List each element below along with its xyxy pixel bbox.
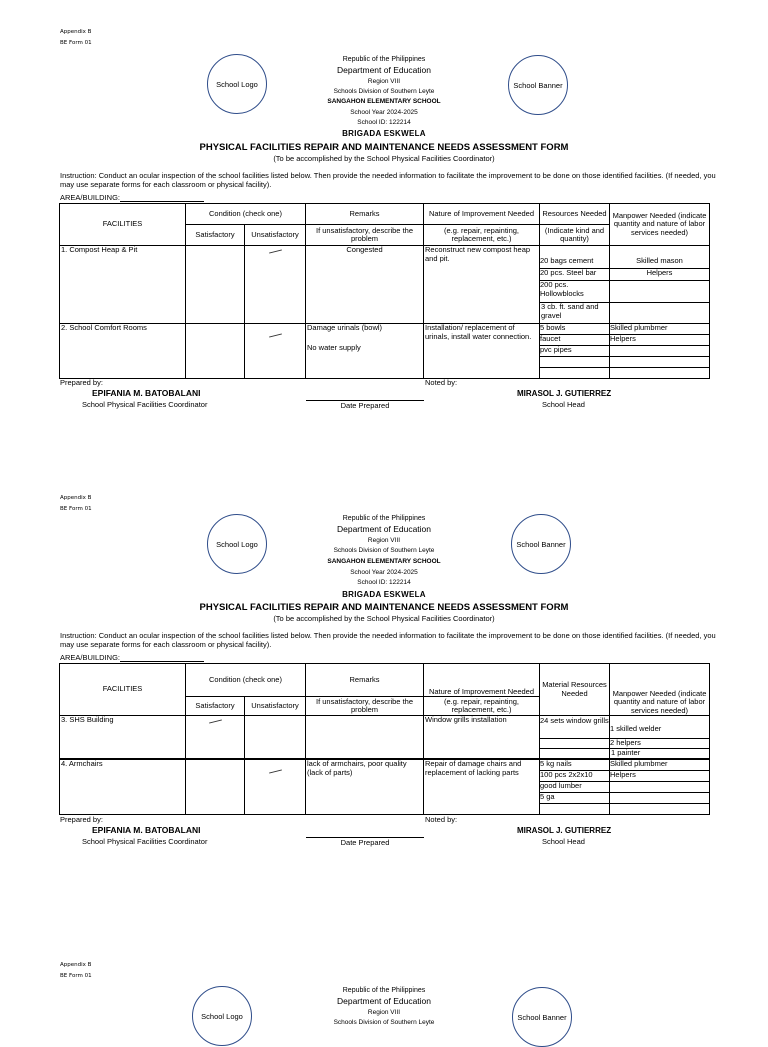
col-satisfactory: Satisfactory [186, 225, 245, 246]
facility-cell: 3. SHS Building [60, 716, 186, 760]
manpower-cell [610, 324, 710, 379]
manpower-item: Skilled plumbmer [610, 323, 668, 332]
resource-item: 20 pcs. Steel bar [540, 268, 597, 277]
check-mark [269, 333, 282, 337]
area-label: AREA/BUILDING: [60, 193, 121, 202]
resource-item: 100 pcs 2x2x10 [540, 770, 593, 779]
col-nature-sub: (e.g. repair, repainting, replacement, etc.) [424, 697, 540, 716]
school-name: SANGAHON ELEMENTARY SCHOOL [327, 558, 441, 565]
nature-cell: Reconstruct new compost heap and pit. [424, 246, 540, 324]
date-prepared: Date Prepared [306, 837, 424, 848]
preparer-title: School Physical Facilities Coordinator [82, 400, 208, 409]
col-unsatisfactory: Unsatisfactory [245, 225, 306, 246]
satisfactory-cell[interactable] [186, 716, 245, 760]
preparer-name: EPIFANIA M. BATOBALANI [92, 825, 201, 835]
area-building-field [60, 193, 204, 202]
noter-title: School Head [542, 400, 585, 409]
remarks-cell [306, 324, 424, 379]
manpower-item: Helpers [610, 770, 636, 779]
noter-title: School Head [542, 837, 585, 846]
manpower-item: Skilled plumbmer [610, 759, 668, 768]
school-year: School Year 2024-2025 [350, 109, 418, 116]
noted-by-label: Noted by: [425, 378, 458, 387]
table-row [60, 246, 710, 324]
col-condition: Condition (check one) [186, 664, 306, 697]
resource-item: 24 sets window grills [540, 716, 609, 725]
table-row [60, 324, 710, 379]
resource-item: 5 ga [540, 792, 555, 801]
school-banner-placeholder: School Banner [511, 514, 571, 574]
resource-item: good lumber [540, 781, 582, 790]
noter-name: MIRASOL J. GUTIERREZ [517, 826, 612, 835]
manpower-item: Helpers [646, 268, 673, 277]
area-building-field [60, 653, 204, 662]
form-subtitle: (To be accomplished by the School Physical Facilities Coordinator) [273, 614, 495, 623]
col-remarks-sub: If unsatisfactory, describe the problem [306, 225, 424, 246]
preparer-name: EPIFANIA M. BATOBALANI [92, 388, 201, 398]
area-label: AREA/BUILDING: [60, 653, 121, 662]
manpower-item: 1 skilled welder [610, 724, 662, 733]
remarks-cell [306, 716, 424, 760]
school-banner-placeholder: School Banner [508, 55, 568, 115]
division-line: Schools Division of Southern Leyte [333, 547, 435, 554]
col-nature-sub: (e.g. repair, repainting, replacement, etc.) [424, 225, 540, 246]
col-facilities: FACILITIES [60, 204, 186, 246]
col-unsatisfactory: Unsatisfactory [245, 697, 306, 716]
table-row [60, 716, 710, 760]
resources-cell [540, 716, 610, 760]
unsatisfactory-cell[interactable] [245, 324, 306, 379]
facilities-table [59, 203, 710, 379]
check-mark [269, 249, 282, 253]
col-remarks: Remarks [306, 664, 424, 697]
nature-cell: Repair of damage chairs and replacement of lacking parts [424, 759, 540, 815]
satisfactory-cell[interactable] [186, 759, 245, 815]
department-line: Department of Education [336, 65, 432, 75]
manpower-cell [610, 246, 710, 324]
resource-item: pvc pipes [540, 345, 572, 354]
noted-by-label: Noted by: [425, 815, 458, 824]
remarks-line: No water supply [307, 342, 361, 352]
instruction-text: Instruction: Conduct an ocular inspection of the school facilities listed below. Then provide the needed information to facilitate the improvement to be done on those identified facilities. (If needed, you may use separate forms for each classroom or physical facility). [60, 631, 716, 649]
resource-item: 200 pcs. Hollowblocks [540, 280, 584, 298]
nature-cell: Installation/ replacement of urinals, install water connection. [424, 324, 540, 379]
facilities-table [59, 663, 710, 815]
noter-name: MIRASOL J. GUTIERREZ [517, 389, 612, 398]
department-line: Department of Education [336, 524, 432, 534]
prepared-by-label: Prepared by: [60, 815, 103, 824]
col-resources-sub: (Indicate kind and quantity) [540, 225, 610, 246]
appendix-label: Appendix B [60, 495, 92, 501]
division-line: Schools Division of Southern Leyte [333, 1019, 435, 1026]
school-logo-placeholder: School Logo [207, 514, 267, 574]
facility-cell: 4. Armchairs [60, 759, 186, 815]
resource-item: 5 kg nails [540, 759, 572, 768]
col-nature: Nature of Improvement Needed [424, 204, 540, 225]
remarks-cell: Congested [306, 246, 424, 324]
resources-cell [540, 246, 610, 324]
date-prepared: Date Prepared [306, 400, 424, 411]
form-subtitle: (To be accomplished by the School Physical Facilities Coordinator) [273, 154, 495, 163]
col-remarks: Remarks [306, 204, 424, 225]
resource-item: 20 bags cement [540, 256, 594, 265]
facility-cell: 2. School Comfort Rooms [60, 324, 186, 379]
manpower-item: 1 painter [611, 748, 641, 757]
division-line: Schools Division of Southern Leyte [333, 88, 435, 95]
appendix-label: Appendix B [60, 962, 92, 968]
school-year: School Year 2024-2025 [350, 569, 418, 576]
school-logo-placeholder: School Logo [192, 986, 252, 1046]
manpower-cell [610, 716, 710, 760]
republic-line: Republic of the Philippines [342, 515, 426, 522]
satisfactory-cell[interactable] [186, 324, 245, 379]
form-code: BE Form 01 [60, 973, 92, 979]
col-manpower: Manpower Needed (indicate quantity and nature of labor services needed) [610, 664, 710, 716]
republic-line: Republic of the Philippines [342, 987, 426, 994]
col-resources: Resources Needed [540, 204, 610, 225]
col-manpower: Manpower Needed (indicate quantity and nature of labor services needed) [610, 204, 710, 246]
prepared-by-label: Prepared by: [60, 378, 103, 387]
col-remarks-sub: If unsatisfactory, describe the problem [306, 697, 424, 716]
remarks-line: Damage urinals (bowl) [307, 323, 383, 332]
col-material-resources: Material Resources Needed [540, 664, 610, 716]
instruction-text: Instruction: Conduct an ocular inspection of the school facilities listed below. Then provide the needed information to facilitate the improvement to be done on those identified facilities. (If needed, you may use separate forms for each classroom or physical facility). [60, 171, 716, 189]
check-mark [209, 719, 222, 723]
program-title: BRIGADA ESKWELA [342, 129, 426, 138]
school-banner-placeholder: School Banner [512, 987, 572, 1047]
col-nature: Nature of Improvement Needed [424, 664, 540, 697]
resources-cell [540, 324, 610, 379]
col-facilities: FACILITIES [60, 664, 186, 716]
manpower-item: Helpers [610, 334, 636, 343]
unsatisfactory-cell[interactable] [245, 759, 306, 815]
table-row [60, 759, 710, 815]
form-code: BE Form 01 [60, 40, 92, 46]
school-name: SANGAHON ELEMENTARY SCHOOL [327, 98, 441, 105]
appendix-label: Appendix B [60, 29, 92, 35]
republic-line: Republic of the Philippines [342, 56, 426, 63]
form-title: PHYSICAL FACILITIES REPAIR AND MAINTENANCE NEEDS ASSESSMENT FORM [199, 142, 569, 153]
program-title: BRIGADA ESKWELA [342, 590, 426, 599]
remarks-cell: lack of armchairs, poor quality (lack of parts) [306, 759, 424, 815]
col-satisfactory: Satisfactory [186, 697, 245, 716]
region-line: Region VIII [367, 1009, 401, 1016]
manpower-item: Skilled mason [636, 256, 683, 265]
form-title: PHYSICAL FACILITIES REPAIR AND MAINTENANCE NEEDS ASSESSMENT FORM [199, 602, 569, 613]
school-logo-placeholder: School Logo [207, 54, 267, 114]
unsatisfactory-cell[interactable] [245, 716, 306, 760]
manpower-item: 2 helpers [610, 738, 641, 747]
unsatisfactory-cell[interactable] [245, 246, 306, 324]
resource-item: 3 cb. ft. sand and gravel [541, 302, 599, 320]
form-code: BE Form 01 [60, 506, 92, 512]
resource-item: 5 bowls [540, 323, 566, 332]
preparer-title: School Physical Facilities Coordinator [82, 837, 208, 846]
school-id: School ID: 122214 [357, 579, 411, 586]
department-line: Department of Education [336, 996, 432, 1006]
facility-cell: 1. Compost Heap & Pit [60, 246, 186, 324]
check-mark [269, 769, 282, 773]
nature-cell: Window grills installation [424, 716, 540, 760]
resource-item: faucet [540, 334, 561, 343]
manpower-cell [610, 759, 710, 815]
satisfactory-cell[interactable] [186, 246, 245, 324]
resources-cell [540, 759, 610, 815]
col-condition: Condition (check one) [186, 204, 306, 225]
school-id: School ID: 122214 [357, 119, 411, 126]
region-line: Region VIII [367, 78, 401, 85]
region-line: Region VIII [367, 537, 401, 544]
